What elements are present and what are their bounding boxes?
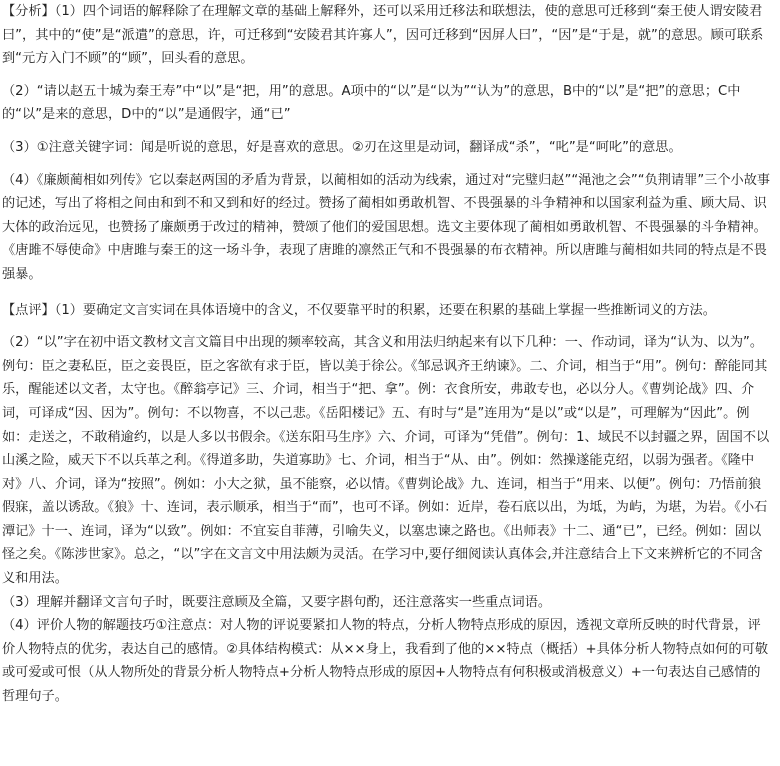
comment-paragraph-4: （4）评价人物的解题技巧①注意点：对人物的评说要紧扣人物的特点，分析人物特点形成的原因，透视文章所反映的时代背景，评价人物特点的优劣，表达自己的感情。②具体结构模式：从××身上，我看到了他的××特点（概括）+具体分析人物特点如何的可敬或可爱或可恨（从人物所处的背景分析人物特点+分析人物特点形成的原因+人物特点有何积极或消极意义）+一句表达自己感情的哲理句子。: [2, 618, 769, 705]
comment-paragraph-1: 【点评】（1）要确定文言实词在具体语境中的含义，不仅要靠平时的积累，还要在积累的基础上掌握一些推断词义的方法。: [2, 302, 716, 318]
comment-paragraph-2: （2）“以”字在初中语文教材文言文篇目中出现的频率较高，其含义和用法归纳起来有以下几种：一、作动词，译为“认为、以为”。例句：臣之妻私臣，臣之妾畏臣，臣之客欲有求于臣，皆以美于徐公。《邹忌讽齐王纳谏》。二、介词，相当于“用”。例句：醉能同其乐，醒能述以文者，太守也。《醉翁亭记》三、介词，相当于“把、拿”。例：衣食所安，弗敢专也，必以分人。《曹刿论战》四、介词，可译成“因、因为”。例句：不以物喜，不以己悲。《岳阳楼记》五、有时与“是”连用为“是以”或“以是”，可理解为“因此”。例如：走送之，不敢稍逾约，以是人多以书假余。《送东阳马生序》六、介词，可译为“凭借”。例句：1、域民不以封疆之界，固国不以山溪之险，威天下不以兵革之利。《得道多助，失道寡助》七、介词，相当于“从、由”。例如：然操遂能克绍，以弱为强者。《隆中对》八、介词，译为“按照”。例如：小大之狱，虽不能察，必以情。《曹刿论战》九、连词，相当于“用来、以便”。例句：乃悟前狼假寐，盖以诱敌。《狼》十、连词，表示顺承，相当于“而”，也可不译。例如：近岸，卷石底以出，为坻，为屿，为堪，为岩。《小石潭记》十一、连词，译为“以致”。例如：不宜妄自菲薄，引喻失义，以塞忠谏之路也。《出师表》十二、通“已”，已经。例如：固以怪之矣。《陈涉世家》。总之，“以”字在文言文中用法颇为灵活。在学习中,要仔细阅读认真体会,并注意结合上下文来辨析它的不同含义和用法。: [2, 335, 770, 587]
analysis-paragraph-1: 【分析】（1）四个词语的解释除了在理解文章的基础上解释外，还可以采用迁移法和联想法，使的意思可迁移到“秦王使人谓安陵君曰”，其中的“使”是“派遣”的意思，许，可迁移到“安陵君其许寡人”，因可迁移到“因屏人曰”，“因”是“于是，就”的意思。顾可联系到“元方入门不顾”的“顾”，回头看的意思。: [2, 4, 764, 67]
analysis-paragraph-4: （4）《廉颇蔺相如列传》它以秦赵两国的矛盾为背景，以蔺相如的活动为线索，通过对“完璧归赵”“渑池之会”“负荆请罪”三个小故事的记述，写出了将相之间由和到不和又到和好的经过。赞扬了蔺相如勇敢机智、不畏强暴的斗争精神和以国家利益为重、顾大局、识大体的政治远见，也赞扬了廉颇勇于改过的精神，赞颂了他们的爱国思想。选文主要体现了蔺相如勇敢机智、不畏强暴的斗争精神。《唐雎不辱使命》中唐雎与秦王的这一场斗争，表现了唐雎的凛然正气和不畏强暴的布衣精神。所以唐雎与蔺相如共同的特点是不畏强暴。: [2, 172, 771, 282]
analysis-paragraph-3: （3）①注意关键字词：闻是听说的意思，好是喜欢的意思。②刃在这里是动词，翻译成“杀”，“叱”是“呵叱”的意思。: [2, 139, 682, 155]
analysis-paragraph-2: （2）“请以赵五十城为秦王寿”中“以”是“把，用”的意思。A项中的“以”是“以为”“认为”的意思，B中的“以”是“把”的意思；C中的“以”是来的意思，D中的“以”是通假字，通“已”: [2, 83, 741, 123]
comment-paragraph-3: （3）理解并翻译文言句子时，既要注意顾及全篇，又要字斟句酌，还注意落实一些重点词语。: [2, 594, 552, 610]
